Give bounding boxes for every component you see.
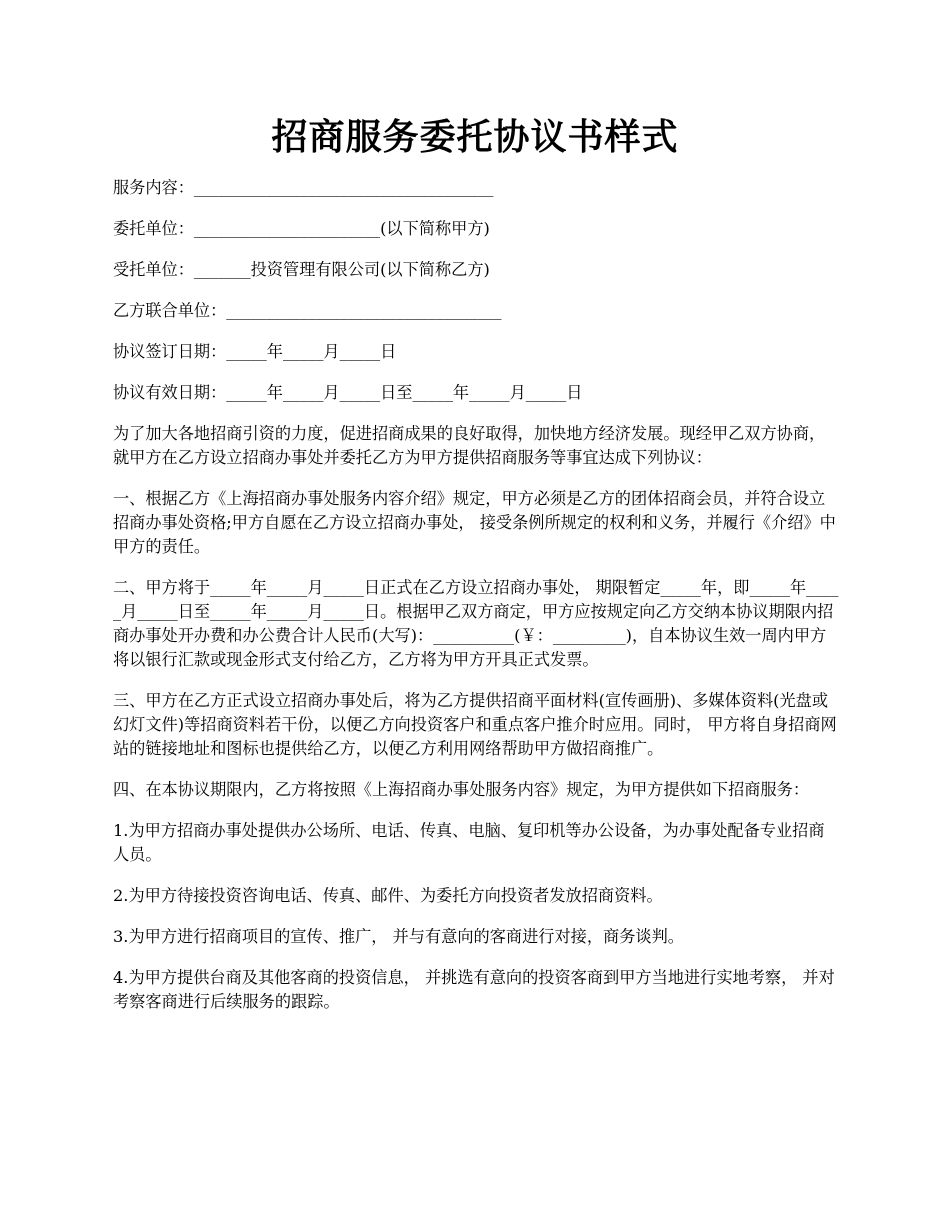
service-item-3: 3.为甲方进行招商项目的宣传、推广， 并与有意向的客商进行对接，商务谈判。 xyxy=(113,927,684,946)
field-sign-date: 协议签订日期：_____年_____月_____日 xyxy=(113,342,397,361)
document-title: 招商服务委托协议书样式 xyxy=(271,116,679,158)
paragraph-clause-2: 二、甲方将于_____年_____月_____日正式在乙方设立招商办事处， 期限暂定_____年，即_____年_____月_____日至_____年_____月_____日。根据甲乙双方商定，甲方应按规定向乙方交纳本协议期限内招商办事处开办费和办公费合计人民币(大写)：__________(￥：_________)，自本协议生效一周内甲方将以银行汇款或现金形式支付给乙方，乙方将为甲方开具正式发票。 xyxy=(113,578,839,669)
paragraph-clause-4: 四、在本协议期限内，乙方将按照《上海招商办事处服务内容》规定，为甲方提供如下招商服务： xyxy=(113,780,810,799)
field-service-content: 服务内容：_____________________________________ xyxy=(113,178,494,197)
service-item-1: 1.为甲方招商办事处提供办公场所、电话、传真、电脑、复印机等办公设备，为办事处配备专业招商人员。 xyxy=(113,821,825,864)
field-joint-unit: 乙方联合单位：__________________________________ xyxy=(113,301,502,320)
paragraph-clause-1: 一、根据乙方《上海招商办事处服务内容介绍》规定，甲方必须是乙方的团体招商会员，并符合设立招商办事处资格;甲方自愿在乙方设立招商办事处， 接受条例所规定的权利和义务，并履行《介绍》中甲方的责任。 xyxy=(113,489,836,556)
document-body xyxy=(113,176,840,1031)
service-item-4: 4.为甲方提供台商及其他客商的投资信息， 并挑选有意向的投资客商到甲方当地进行实地考察， 并对考察客商进行后续服务的跟踪。 xyxy=(113,968,835,1011)
paragraph-intro: 为了加大各地招商引资的力度，促进招商成果的良好取得，加快地方经济发展。现经甲乙双方协商，就甲方在乙方设立招商办事处并委托乙方为甲方提供招商服务等事宜达成下列协议： xyxy=(113,424,826,467)
service-item-2: 2.为甲方待接投资咨询电话、传真、邮件、为委托方向投资者发放招商资料。 xyxy=(113,886,663,905)
field-client-unit: 委托单位：_______________________(以下简称甲方) xyxy=(113,219,490,238)
field-valid-period: 协议有效日期：_____年_____月_____日至_____年_____月_____日 xyxy=(113,383,583,402)
paragraph-clause-3: 三、甲方在乙方正式设立招商办事处后，将为乙方提供招商平面材料(宣传画册)、多媒体资料(光盘或幻灯文件)等招商资料若干份，以便乙方向投资客户和重点客户推介时应用。同时， 甲方将自身招商网站的链接地址和图标也提供给乙方，以便乙方利用网络帮助甲方做招商推广。 xyxy=(113,691,837,758)
field-agent-unit: 受托单位：_______投资管理有限公司(以下简称乙方) xyxy=(113,260,490,279)
